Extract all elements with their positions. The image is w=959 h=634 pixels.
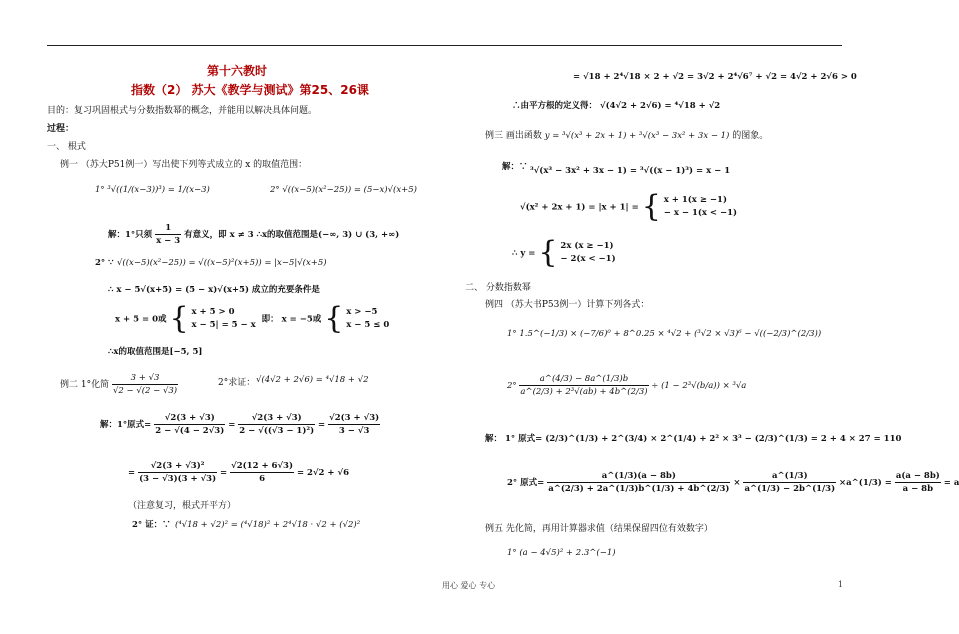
solution2-cases-line <box>115 301 390 336</box>
solution7-lead: 2° 原式= <box>507 478 545 488</box>
case-line: x − 5 ≤ 0 <box>346 320 390 330</box>
fraction-den: a^(2/3) + 2³√(ab) + 4b^(2/3) <box>520 387 648 397</box>
solution6-expr: (2/3)^(1/3) + 2^(3/4) × 2^(1/4) + 2² × 3³ − (2/3)^(1/3) = 2 + 4 × 27 = 110 <box>545 434 902 444</box>
example5-item1: 1° (a − 4√5)² + 2.3^(−1) <box>507 548 616 558</box>
solution2-expr: √((x−5)(x²−25)) = √((x−5)²(x+5)) = |x−5|√(x+5) <box>117 258 327 268</box>
fraction-den: 3 − √3 <box>338 426 370 436</box>
left-brace: { <box>538 235 558 270</box>
solution5-cases <box>664 194 737 220</box>
proof-conclusion <box>512 99 720 111</box>
fraction-den: (3 − √3)(3 + √3) <box>139 474 217 484</box>
fraction-den: a^(1/3) − 2b^(1/3) <box>744 484 836 494</box>
proof-since: 2° 证：∵ <box>132 520 171 530</box>
fraction-num: √2(3 + √3) <box>238 412 315 425</box>
fraction-num: √2(3 + √3) <box>329 413 380 423</box>
solution1-fraction-den: x − 3 <box>156 236 181 246</box>
solution3-line1: 解：1°原式= $\frac{√2(3 + √3)}{2 - √(4 - 2√3)}$ = $\frac{√2(3 + √3)}{\text{2 − √((√3 − 1)²)}}$ = $\frac{√2(3 + √3)}{3 - √3}$ <box>100 413 380 436</box>
example2-prove-label: 2°求证： <box>218 378 256 388</box>
section-heading-fractional-exponents: 二、 分数指数幂 <box>465 283 531 293</box>
proof-conclusion-label: ∴由平方根的定义得： <box>512 101 598 111</box>
solution2-condition: ∴ x − 5√(x+5) = (5 − x)√(x+5) 成立的充要条件是 <box>108 285 320 295</box>
example2-prove-expr: √(4√2 + 2√6) = ⁴√18 + √2 <box>256 375 369 385</box>
example1-item1: 1° ³√((1/(x−3))³) = 1/(x−3) <box>95 185 210 195</box>
solution7-line: 2° 原式= $\frac{a\^{}(1/3)(a - 8b)}{a\^{}(2/3) + 2a\^{}(1/3)b\^{}(1/3) + 4b\^{}(2/3)}$ × $\frac{a\^{}(1/3)}{a\^{}(1/3) - 2b\^{}(1/3)}$ ×a^(1/3) = $\frac{a(a - 8b)}{a - 8b}$ = a <box>507 471 959 494</box>
solution7-result: = a <box>943 478 959 488</box>
fraction-num: √2(12 + 6√3) <box>231 461 293 471</box>
solution2-case-lead: x + 5 = 0或 <box>115 314 167 325</box>
example3-lead: 例三 画出函数 <box>485 131 542 141</box>
example1-item2: 2° √((x−5)(x²−25)) = (5−x)√(x+5) <box>270 185 417 195</box>
solution5-abs: √(x² + 2x + 1) = |x + 1| = <box>520 202 639 213</box>
solution3-fraction-5 <box>230 460 294 485</box>
solution3-fraction-4 <box>138 460 217 485</box>
solution6-line <box>485 432 901 444</box>
solution2-cases-b <box>346 306 389 332</box>
solution7-fraction-2 <box>743 470 836 495</box>
footer-motto: 用心 爱心 专心 <box>442 581 496 590</box>
left-brace: { <box>324 301 344 336</box>
fraction-num: √2(3 + √3)² <box>138 460 217 473</box>
solution1-range: 有意义，即 x ≠ 3 ∴x的取值范围是(−∞, 3) ∪ (3, +∞) <box>184 230 400 240</box>
case-line: − x − 1(x < −1) <box>663 208 738 218</box>
case-line: x − 5| = 5 − x <box>191 320 256 330</box>
case-line: x + 1(x ≥ −1) <box>663 195 727 205</box>
lesson-title: 第十六教时 <box>207 64 268 78</box>
solution5-result-line <box>512 235 616 270</box>
item-number: 2° <box>507 381 517 391</box>
lesson-subtitle: 指数（2） 苏大《教学与测试》第25、26课 <box>131 83 369 97</box>
solution3-result: = 2√2 + √6 <box>296 468 349 478</box>
example5-prompt: 例五 先化简，再用计算器求值（结果保留四位有效数字） <box>485 524 713 534</box>
solution3-lead: 解：1°原式= <box>100 420 152 430</box>
solution3-fraction-3 <box>328 412 380 437</box>
example3-line <box>485 128 768 141</box>
section-heading-radicals: 一、 根式 <box>47 142 86 152</box>
solution2-since: 2° ∵ <box>95 258 114 268</box>
goal-text: 目的：复习巩固根式与分数指数幂的概念，并能用以解决具体问题。 <box>47 106 318 116</box>
solution1-fraction <box>155 222 181 247</box>
fraction-num: a^(1/3) <box>743 470 836 483</box>
fraction-den: 2 − √(4 − 2√3) <box>155 426 225 436</box>
example3-function: y = ³√(x³ + 2x + 1) + ³√(x³ − 3x² + 3x − 1) <box>544 131 730 141</box>
fraction-den: 6 <box>259 474 266 484</box>
solution2-cases-a <box>192 306 256 332</box>
fraction-den: a^(2/3) + 2a^(1/3)b^(1/3) + 4b^(2/3) <box>548 484 730 494</box>
fraction-num: a^(4/3) − 8a^(1/3)b <box>519 373 648 386</box>
solution5-since: 解：∵ <box>502 162 528 172</box>
left-brace: { <box>641 189 661 224</box>
case-line: x + 5 > 0 <box>191 307 235 317</box>
solution7-fraction-1 <box>547 470 730 495</box>
page-number: 1 <box>838 580 844 589</box>
example4-item2-tail: ÷ (1 − 2³√(b/a)) × ³√a <box>651 381 747 391</box>
fraction-num: a(a − 8b) <box>895 471 940 481</box>
solution5-abs-line <box>520 189 738 224</box>
proof-continuation: = √18 + 2⁴√18 × 2 + √2 = 3√2 + 2⁴√6⁷ + √2 = 4√2 + 2√6 > 0 <box>573 72 857 82</box>
solution1-lead: 解：1°只须 <box>108 230 153 240</box>
fraction-num: 3 + √3 <box>112 372 178 385</box>
fraction-den: 2 − √((√3 − 1)²) <box>239 426 315 436</box>
example4-prompt: 例四 （苏大书P53例一）计算下列各式： <box>485 300 650 310</box>
solution5-result-cases <box>560 240 615 266</box>
process-label: 过程： <box>47 124 75 134</box>
case-line: x > −5 <box>346 307 378 317</box>
solution3-fraction-2 <box>238 412 315 437</box>
solution6-lead: 解： 1° 原式= <box>485 434 543 444</box>
solution2-result: ∴x的取值范围是[−5, 5] <box>108 347 203 357</box>
solution5-cuberoot: ³√(x³ − 3x² + 3x − 1) = ³√((x − 1)³) = x − 1 <box>530 166 731 176</box>
solution3-fraction-1 <box>154 412 225 437</box>
solution7-fraction-3 <box>895 470 941 495</box>
example2-fraction <box>112 372 178 397</box>
case-line: − 2(x < −1) <box>560 254 616 264</box>
proof-conclusion-expr: √(4√2 + 2√6) = ⁴√18 + √2 <box>599 101 721 111</box>
review-note: （注意复习，根式开平方） <box>128 501 237 511</box>
header-rule <box>47 45 842 46</box>
case-line: 2x (x ≥ −1) <box>560 241 614 251</box>
example3-tail: 的图象。 <box>732 131 769 141</box>
solution5-y: ∴ y = <box>512 248 536 259</box>
fraction-num: a^(1/3)(a − 8b) <box>547 470 730 483</box>
example1-prompt: 例一 （苏大P51例一）写出使下列等式成立的 x 的取值范围： <box>60 160 308 170</box>
solution1-line1 <box>108 222 399 247</box>
example4-item1: 1° 1.5^(−1/3) × (−7/6)⁰ + 8^0.25 × ⁴√2 + (³√2 × √3)⁶ − √((−2/3)^(2/3)) <box>507 329 822 339</box>
fraction-num: √2(3 + √3) <box>154 412 225 425</box>
solution2-equivalent: 即： x = −5或 <box>261 314 322 325</box>
example4-item2 <box>507 373 746 398</box>
left-brace: { <box>169 301 189 336</box>
example2-line <box>60 372 178 397</box>
fraction-den: √2 − √(2 − √3) <box>112 386 178 396</box>
proof-expr: (⁴√18 + √2)² = (⁴√18)² + 2⁴√18 · √2 + (√2)² <box>175 520 361 530</box>
fraction-den: a − 8b <box>902 484 934 494</box>
example2-lead: 例二 1°化简 <box>60 380 110 390</box>
solution3-line2: = $\frac{\text{√2(3 + √3)²}}{(3 - √3)(3 + √3)}$ = $\frac{√2(12 + 6√3)}{6}$ = 2√2 + √6 <box>128 461 349 484</box>
solution1-fraction-num: 1 <box>155 222 181 235</box>
example4-fraction <box>519 373 648 398</box>
